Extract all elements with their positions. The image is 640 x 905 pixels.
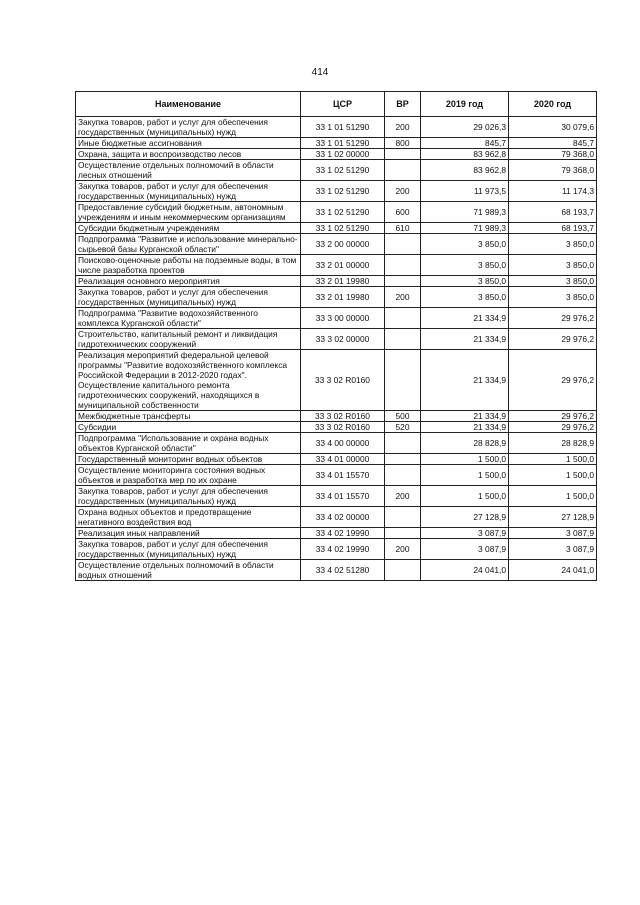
row-2020-value: 28 828,9 bbox=[509, 433, 597, 454]
row-name-cell: Закупка товаров, работ и услуг для обеспечения государственных (муниципальных) нужд bbox=[76, 181, 301, 202]
table-row bbox=[76, 234, 597, 255]
row-csr-cell: 33 4 01 00000 bbox=[301, 454, 385, 465]
table-row bbox=[76, 560, 597, 581]
row-vr-cell: 200 bbox=[385, 539, 421, 560]
row-2020-value: 3 087,9 bbox=[509, 528, 597, 539]
table-row bbox=[76, 223, 597, 234]
row-2019-value: 3 850,0 bbox=[421, 234, 509, 255]
row-vr-cell: 800 bbox=[385, 138, 421, 149]
row-vr-cell: 610 bbox=[385, 223, 421, 234]
table-row bbox=[76, 276, 597, 287]
row-vr-cell bbox=[385, 255, 421, 276]
row-csr-cell: 33 4 02 19990 bbox=[301, 528, 385, 539]
page-number: 414 bbox=[311, 67, 329, 78]
row-2020-value: 29 976,2 bbox=[509, 411, 597, 422]
row-name-cell: Реализация мероприятий федеральной целевой программы "Развитие водохозяйственного комплекса Российской Федерации в 2012-2020 годах". Осуществление капитального ремонта гидротехнических сооружений, находящихся в муниципальной собственности bbox=[76, 350, 301, 411]
row-csr-cell: 33 3 02 R0160 bbox=[301, 422, 385, 433]
row-csr-cell: 33 3 00 00000 bbox=[301, 308, 385, 329]
row-name-cell: Строительство, капитальный ремонт и ликвидация гидротехнических сооружений bbox=[76, 329, 301, 350]
row-2020-value: 27 128,9 bbox=[509, 507, 597, 528]
row-2019-value: 3 850,0 bbox=[421, 276, 509, 287]
row-vr-cell: 200 bbox=[385, 287, 421, 308]
row-2019-value: 83 962,8 bbox=[421, 160, 509, 181]
row-2019-value: 11 973,5 bbox=[421, 181, 509, 202]
row-vr-cell bbox=[385, 234, 421, 255]
row-2020-value: 68 193,7 bbox=[509, 223, 597, 234]
table-row bbox=[76, 329, 597, 350]
row-name-cell: Подпрограмма "Использование и охрана водных объектов Курганской области" bbox=[76, 433, 301, 454]
row-vr-cell: 600 bbox=[385, 202, 421, 223]
row-2019-value: 1 500,0 bbox=[421, 454, 509, 465]
table-row bbox=[76, 465, 597, 486]
row-name-cell: Охрана водных объектов и предотвращение негативного воздействия вод bbox=[76, 507, 301, 528]
table-body bbox=[76, 117, 597, 581]
row-name-cell: Предоставление субсидий бюджетным, автономным учреждениям и иным некоммерческим организациям bbox=[76, 202, 301, 223]
row-vr-cell: 200 bbox=[385, 117, 421, 138]
row-vr-cell bbox=[385, 160, 421, 181]
row-vr-cell bbox=[385, 329, 421, 350]
row-2020-value: 3 087,9 bbox=[509, 539, 597, 560]
table-row bbox=[76, 138, 597, 149]
table-row bbox=[76, 160, 597, 181]
table-row bbox=[76, 287, 597, 308]
row-name-cell: Закупка товаров, работ и услуг для обеспечения государственных (муниципальных) нужд bbox=[76, 287, 301, 308]
table-row bbox=[76, 350, 597, 411]
table-row bbox=[76, 255, 597, 276]
row-2019-value: 21 334,9 bbox=[421, 422, 509, 433]
row-csr-cell: 33 4 00 00000 bbox=[301, 433, 385, 454]
row-name-cell: Закупка товаров, работ и услуг для обеспечения государственных (муниципальных) нужд bbox=[76, 486, 301, 507]
row-name-cell: Закупка товаров, работ и услуг для обеспечения государственных (муниципальных) нужд bbox=[76, 117, 301, 138]
column-header-2020: 2020 год bbox=[509, 92, 597, 117]
row-vr-cell: 200 bbox=[385, 486, 421, 507]
row-csr-cell: 33 1 02 00000 bbox=[301, 149, 385, 160]
row-2020-value: 29 976,2 bbox=[509, 329, 597, 350]
row-2019-value: 27 128,9 bbox=[421, 507, 509, 528]
row-2020-value: 29 976,2 bbox=[509, 308, 597, 329]
row-name-cell: Поисково-оценочные работы на подземные воды, в том числе разработка проектов bbox=[76, 255, 301, 276]
row-csr-cell: 33 2 01 19980 bbox=[301, 276, 385, 287]
row-2019-value: 3 850,0 bbox=[421, 287, 509, 308]
row-csr-cell: 33 2 01 19980 bbox=[301, 287, 385, 308]
row-csr-cell: 33 4 01 15570 bbox=[301, 486, 385, 507]
row-2019-value: 1 500,0 bbox=[421, 465, 509, 486]
row-2020-value: 3 850,0 bbox=[509, 255, 597, 276]
row-name-cell: Осуществление мониторинга состояния водных объектов и разработка мер по их охране bbox=[76, 465, 301, 486]
row-2020-value: 29 976,2 bbox=[509, 422, 597, 433]
row-vr-cell bbox=[385, 528, 421, 539]
row-vr-cell bbox=[385, 350, 421, 411]
row-2019-value: 3 087,9 bbox=[421, 539, 509, 560]
row-2020-value: 3 850,0 bbox=[509, 287, 597, 308]
row-2020-value: 1 500,0 bbox=[509, 454, 597, 465]
row-csr-cell: 33 3 02 R0160 bbox=[301, 411, 385, 422]
table-header-row bbox=[76, 92, 597, 117]
table-row bbox=[76, 308, 597, 329]
row-name-cell: Осуществление отдельных полномочий в области водных отношений bbox=[76, 560, 301, 581]
row-2019-value: 71 989,3 bbox=[421, 202, 509, 223]
row-csr-cell: 33 4 01 15570 bbox=[301, 465, 385, 486]
table-row bbox=[76, 486, 597, 507]
row-2019-value: 71 989,3 bbox=[421, 223, 509, 234]
row-name-cell: Межбюджетные трансферты bbox=[76, 411, 301, 422]
row-csr-cell: 33 1 01 51290 bbox=[301, 117, 385, 138]
row-csr-cell: 33 1 01 51290 bbox=[301, 138, 385, 149]
row-csr-cell: 33 4 02 00000 bbox=[301, 507, 385, 528]
row-2020-value: 30 079,6 bbox=[509, 117, 597, 138]
row-2019-value: 3 850,0 bbox=[421, 255, 509, 276]
table-row bbox=[76, 181, 597, 202]
table-row bbox=[76, 454, 597, 465]
row-csr-cell: 33 1 02 51290 bbox=[301, 223, 385, 234]
row-vr-cell bbox=[385, 276, 421, 287]
row-csr-cell: 33 4 02 19990 bbox=[301, 539, 385, 560]
row-2019-value: 1 500,0 bbox=[421, 486, 509, 507]
row-2020-value: 79 368,0 bbox=[509, 149, 597, 160]
row-vr-cell bbox=[385, 507, 421, 528]
row-csr-cell: 33 2 01 00000 bbox=[301, 255, 385, 276]
row-2020-value: 1 500,0 bbox=[509, 465, 597, 486]
row-2019-value: 83 962,8 bbox=[421, 149, 509, 160]
row-vr-cell: 200 bbox=[385, 181, 421, 202]
row-2019-value: 21 334,9 bbox=[421, 308, 509, 329]
table-row bbox=[76, 507, 597, 528]
table-row bbox=[76, 433, 597, 454]
row-2020-value: 79 368,0 bbox=[509, 160, 597, 181]
row-name-cell: Подпрограмма "Развитие и использование минерально-сырьевой базы Курганской области" bbox=[76, 234, 301, 255]
row-csr-cell: 33 1 02 51290 bbox=[301, 202, 385, 223]
row-name-cell: Государственный мониторинг водных объектов bbox=[76, 454, 301, 465]
row-name-cell: Подпрограмма "Развитие водохозяйственного комплекса Курганской области" bbox=[76, 308, 301, 329]
row-2019-value: 28 828,9 bbox=[421, 433, 509, 454]
column-header-csr: ЦСР bbox=[301, 92, 385, 117]
row-2020-value: 3 850,0 bbox=[509, 276, 597, 287]
row-csr-cell: 33 4 02 51280 bbox=[301, 560, 385, 581]
column-header-name: Наименование bbox=[76, 92, 301, 117]
row-name-cell: Субсидии бюджетным учреждениям bbox=[76, 223, 301, 234]
row-2019-value: 3 087,9 bbox=[421, 528, 509, 539]
row-name-cell: Реализация основного мероприятия bbox=[76, 276, 301, 287]
row-vr-cell bbox=[385, 433, 421, 454]
row-vr-cell: 520 bbox=[385, 422, 421, 433]
table-row bbox=[76, 149, 597, 160]
row-2020-value: 845,7 bbox=[509, 138, 597, 149]
table-row bbox=[76, 202, 597, 223]
row-csr-cell: 33 1 02 51290 bbox=[301, 160, 385, 181]
row-csr-cell: 33 3 02 R0160 bbox=[301, 350, 385, 411]
row-vr-cell bbox=[385, 454, 421, 465]
row-2020-value: 68 193,7 bbox=[509, 202, 597, 223]
row-csr-cell: 33 2 00 00000 bbox=[301, 234, 385, 255]
column-header-vr: ВР bbox=[385, 92, 421, 117]
row-csr-cell: 33 3 02 00000 bbox=[301, 329, 385, 350]
row-vr-cell bbox=[385, 465, 421, 486]
row-2020-value: 3 850,0 bbox=[509, 234, 597, 255]
row-2020-value: 11 174,3 bbox=[509, 181, 597, 202]
table-row bbox=[76, 411, 597, 422]
table-row bbox=[76, 539, 597, 560]
table-row bbox=[76, 422, 597, 433]
row-name-cell: Реализация иных направлений bbox=[76, 528, 301, 539]
row-2019-value: 21 334,9 bbox=[421, 350, 509, 411]
column-header-2019: 2019 год bbox=[421, 92, 509, 117]
row-name-cell: Охрана, защита и воспроизводство лесов bbox=[76, 149, 301, 160]
budget-table bbox=[75, 91, 597, 581]
row-2019-value: 21 334,9 bbox=[421, 329, 509, 350]
row-name-cell: Осуществление отдельных полномочий в области лесных отношений bbox=[76, 160, 301, 181]
table-row bbox=[76, 528, 597, 539]
table-row bbox=[76, 117, 597, 138]
row-vr-cell bbox=[385, 308, 421, 329]
row-name-cell: Иные бюджетные ассигнования bbox=[76, 138, 301, 149]
row-name-cell: Субсидии bbox=[76, 422, 301, 433]
row-csr-cell: 33 1 02 51290 bbox=[301, 181, 385, 202]
row-vr-cell bbox=[385, 560, 421, 581]
row-name-cell: Закупка товаров, работ и услуг для обеспечения государственных (муниципальных) нужд bbox=[76, 539, 301, 560]
row-2020-value: 29 976,2 bbox=[509, 350, 597, 411]
row-vr-cell: 500 bbox=[385, 411, 421, 422]
row-2019-value: 29 026,3 bbox=[421, 117, 509, 138]
row-vr-cell bbox=[385, 149, 421, 160]
row-2019-value: 845,7 bbox=[421, 138, 509, 149]
row-2020-value: 24 041,0 bbox=[509, 560, 597, 581]
row-2020-value: 1 500,0 bbox=[509, 486, 597, 507]
row-2019-value: 21 334,9 bbox=[421, 411, 509, 422]
row-2019-value: 24 041,0 bbox=[421, 560, 509, 581]
